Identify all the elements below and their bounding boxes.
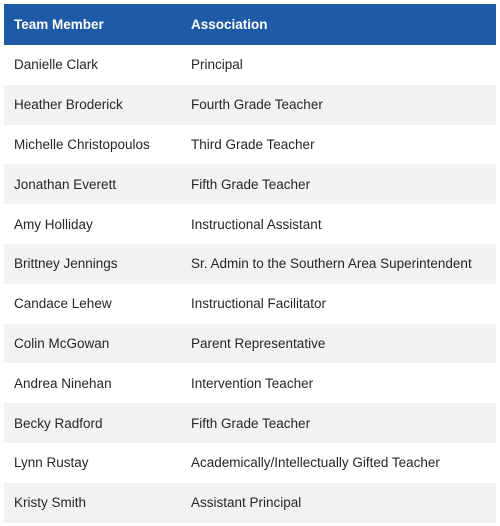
table-row (4, 403, 496, 443)
table-row (4, 443, 496, 483)
cell-association: Principal (191, 57, 243, 73)
team-table (4, 4, 496, 523)
cell-member: Jonathan Everett (14, 176, 117, 192)
cell-member: Heather Broderick (14, 97, 123, 113)
table-row (4, 125, 496, 165)
table-body (4, 45, 496, 523)
table-row (4, 45, 496, 85)
cell-association: Sr. Admin to the Southern Area Superintendent (191, 256, 472, 272)
table-row (4, 244, 496, 284)
table-row (4, 204, 496, 244)
cell-association: Third Grade Teacher (191, 136, 315, 152)
table-header (4, 4, 496, 45)
cell-association: Parent Representative (191, 335, 326, 351)
header-row (4, 4, 496, 45)
cell-member: Colin McGowan (14, 335, 110, 351)
cell-member: Lynn Rustay (14, 455, 89, 471)
header-team-member: Team Member (14, 17, 104, 32)
cell-association: Assistant Principal (191, 495, 302, 511)
cell-member: Andrea Ninehan (14, 375, 112, 391)
cell-association: Fourth Grade Teacher (191, 97, 323, 113)
cell-association: Academically/Intellectually Gifted Teacher (191, 455, 440, 471)
cell-association: Fifth Grade Teacher (191, 176, 311, 192)
cell-association: Instructional Facilitator (191, 296, 327, 312)
table-row (4, 284, 496, 324)
table-row (4, 483, 496, 523)
cell-member: Kristy Smith (14, 495, 87, 511)
cell-association: Fifth Grade Teacher (191, 415, 311, 431)
table-row (4, 164, 496, 204)
cell-member: Amy Holliday (14, 216, 93, 232)
cell-member: Becky Radford (14, 415, 103, 431)
cell-member: Danielle Clark (14, 57, 99, 73)
table-row (4, 363, 496, 403)
cell-member: Brittney Jennings (14, 256, 118, 272)
table-row (4, 324, 496, 364)
header-association: Association (191, 17, 268, 32)
table-row (4, 85, 496, 125)
cell-association: Instructional Assistant (191, 216, 322, 232)
cell-association: Intervention Teacher (191, 375, 314, 391)
cell-member: Michelle Christopoulos (14, 136, 150, 152)
cell-member: Candace Lehew (14, 296, 112, 312)
